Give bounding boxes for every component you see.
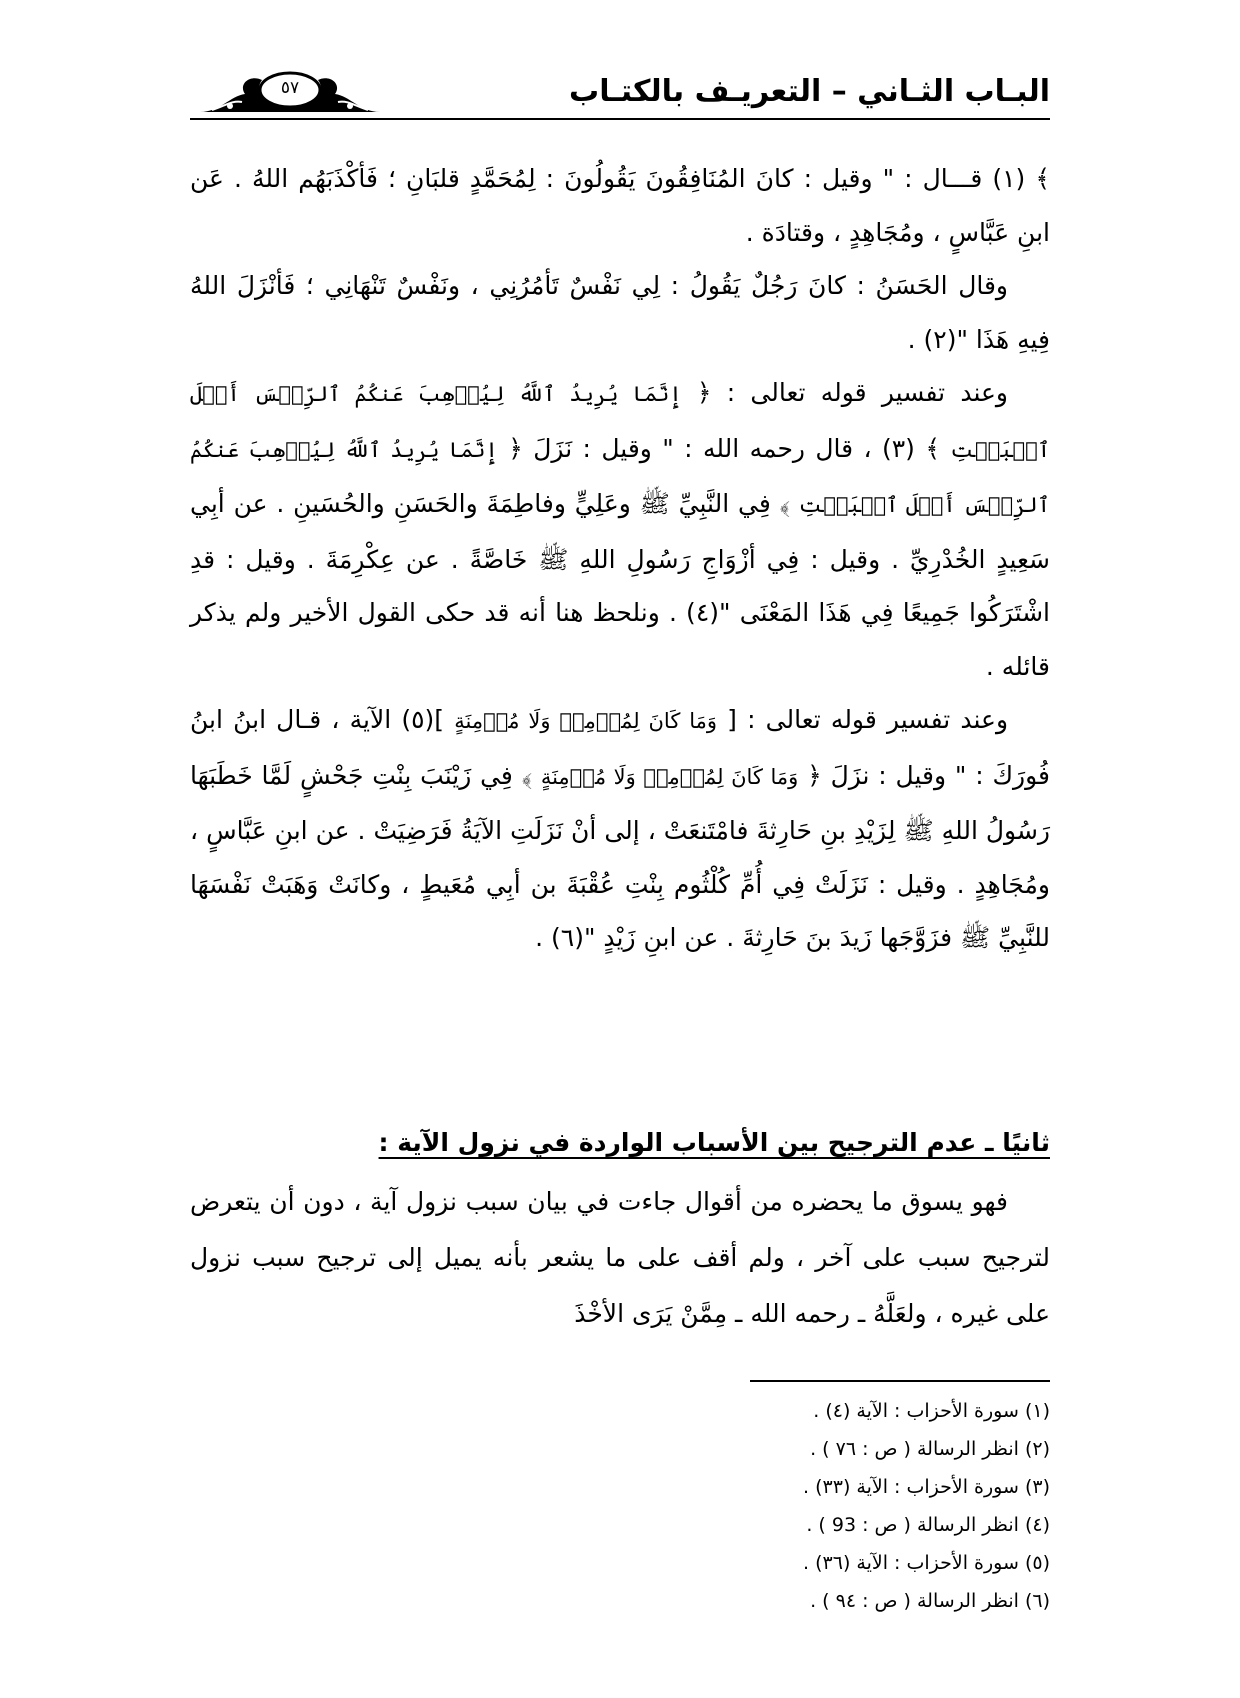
quran-quote: إِنَّمَا يُرِيدُ ٱللَّهُ لِيُذۡهِبَ عَنكُمُ ٱلرِّجۡسَ أَهۡلَ ٱلۡبَيۡتِ bbox=[190, 437, 1050, 517]
main-text bbox=[190, 152, 1050, 965]
paragraph-4-part-a: وعند تفسير قوله تعالى : [ bbox=[727, 705, 1009, 734]
chapter-title: البـاب الثـاني – التعريـف بالكتـاب bbox=[569, 74, 1050, 109]
paragraph-4-part-b: ](٥) الآية ، قـال ابنُ ابنُ فُورَكَ : " وقيل : نزَلَ ﴿ bbox=[190, 705, 1050, 790]
quran-quote: وَمَا كَانَ لِمُؤۡمِنٖ وَلَا مُؤۡمِنَةٍ bbox=[454, 709, 717, 733]
page-number: ٥٧ bbox=[280, 78, 300, 98]
paragraph-4 bbox=[190, 693, 1050, 965]
page-header bbox=[190, 66, 1050, 126]
quran-quote: وَمَا كَانَ لِمُؤۡمِنٖ وَلَا مُؤۡمِنَةٍ bbox=[540, 764, 799, 789]
quran-quote: إِنَّمَا يُرِيدُ ٱللَّهُ لِيُذۡهِبَ عَنكُمُ ٱلرِّجۡسَ أَهۡلَ ٱلۡبَيۡتِ bbox=[190, 382, 1051, 462]
footnote-rule bbox=[750, 1380, 1050, 1382]
main-text-continued bbox=[190, 1174, 1050, 1342]
paragraph-3-part-b: ﴾ (٣) ، قال رحمه الله : " وقيل : نَزَلَ ﴿ bbox=[508, 433, 940, 463]
paragraph-3-part-a: وعند تفسير قوله تعالى : ﴿ bbox=[696, 378, 1009, 407]
footnote: (٤) انظر الرسالة ( ص : 93 ) . bbox=[806, 1514, 1050, 1536]
section-heading bbox=[190, 1128, 1050, 1157]
paragraph-2: وقال الحَسَنُ : كانَ رَجُلٌ يَقُولُ : لِي نَفْسٌ تَأمُرُنِي ، ونَفْسٌ تَنْهَانِي ؛ فَأنْزَلَ اللهُ فِيهِ هَذَا "(٢) . bbox=[190, 271, 1050, 354]
footnote: (٦) انظر الرسالة ( ص : ٩٤ ) . bbox=[810, 1590, 1050, 1612]
header-rule bbox=[190, 118, 1050, 120]
paragraph-3 bbox=[190, 366, 1050, 693]
footnote: (١) سورة الأحزاب : الآية (٤) . bbox=[813, 1400, 1050, 1422]
paragraph-5: فهو يسوق ما يحضره من أقوال جاءت في بيان سبب نزول آية ، دون أن يتعرض لترجيح سبب على آخر ، ولم أقف على ما يشعر بأنه يميل إلى ترجيح سبب نزول على غيره ، ولعَلَّهُ ـ رحمه الله ـ مِمَّنْ يَرَى الأخْذَ bbox=[190, 1187, 1050, 1328]
footnote: (٥) سورة الأحزاب : الآية (٣٦) . bbox=[803, 1552, 1050, 1574]
paragraph-3-part-c: ﴾ فِي النَّبِيِّ ﷺ وعَلِيٍّ وفاطِمَةَ والحَسَنِ والحُسَينِ . عن أبِي سَعِيدٍ الخُدْرِيِّ . وقيل : فِي أزْوَاجِ رَسُولِ اللهِ ﷺ خَاصَّةً . عن عِكْرِمَةَ . وقيل : قدِ اشْتَرَكُوا جَمِيعًا فِي هَذَا المَعْنَى "(٤) . ونلحظ هنا أنه قد حكى القول الأخير ولم يذكر قائله . bbox=[190, 489, 1051, 681]
footnotes bbox=[600, 1392, 1050, 1620]
paragraph-1: ﴾ (١) قـــال : " وقيل : كانَ المُنَافِقُونَ يَقُولُونَ : لِمُحَمَّدٍ قلبَانِ ؛ فَأكْذَبَهُم اللهُ . عَن ابنِ عَبَّاسٍ ، ومُجَاهِدٍ ، وقتادَة . bbox=[190, 164, 1050, 247]
paragraph-4-part-c: ﴾ فِي زَيْنَبَ بِنْتِ جَحْشٍ لَمَّا خَطَبَهَا رَسُولُ اللهِ ﷺ لِزَيْدِ بنِ حَارِثةَ فامْتَنعَتْ ، إلى أنْ نَزَلَتِ الآيَةُ فَرَضِيَتْ . عن ابنِ عَبَّاسٍ ، ومُجَاهِدٍ . وقيل : نَزَلَتْ فِي أُمِّ كُلْثُوم بِنْتِ عُقْبَةَ بن أبِي مُعَيطٍ ، وكانَتْ وَهَبَتْ نَفْسَهَا للنَّبِيِّ ﷺ فزَوَّجَها زَيدَ بنَ حَارِثةَ . عن ابنِ زَيْدٍ "(٦) . bbox=[190, 760, 1050, 952]
footnote: (٣) سورة الأحزاب : الآية (٣٣) . bbox=[803, 1476, 1050, 1498]
footnote: (٢) انظر الرسالة ( ص : ٧٦ ) . bbox=[810, 1438, 1050, 1460]
section-heading-text: ثانيًا ـ عدم الترجيح بين الأسباب الواردة في نزول الآية : bbox=[378, 1128, 1050, 1157]
